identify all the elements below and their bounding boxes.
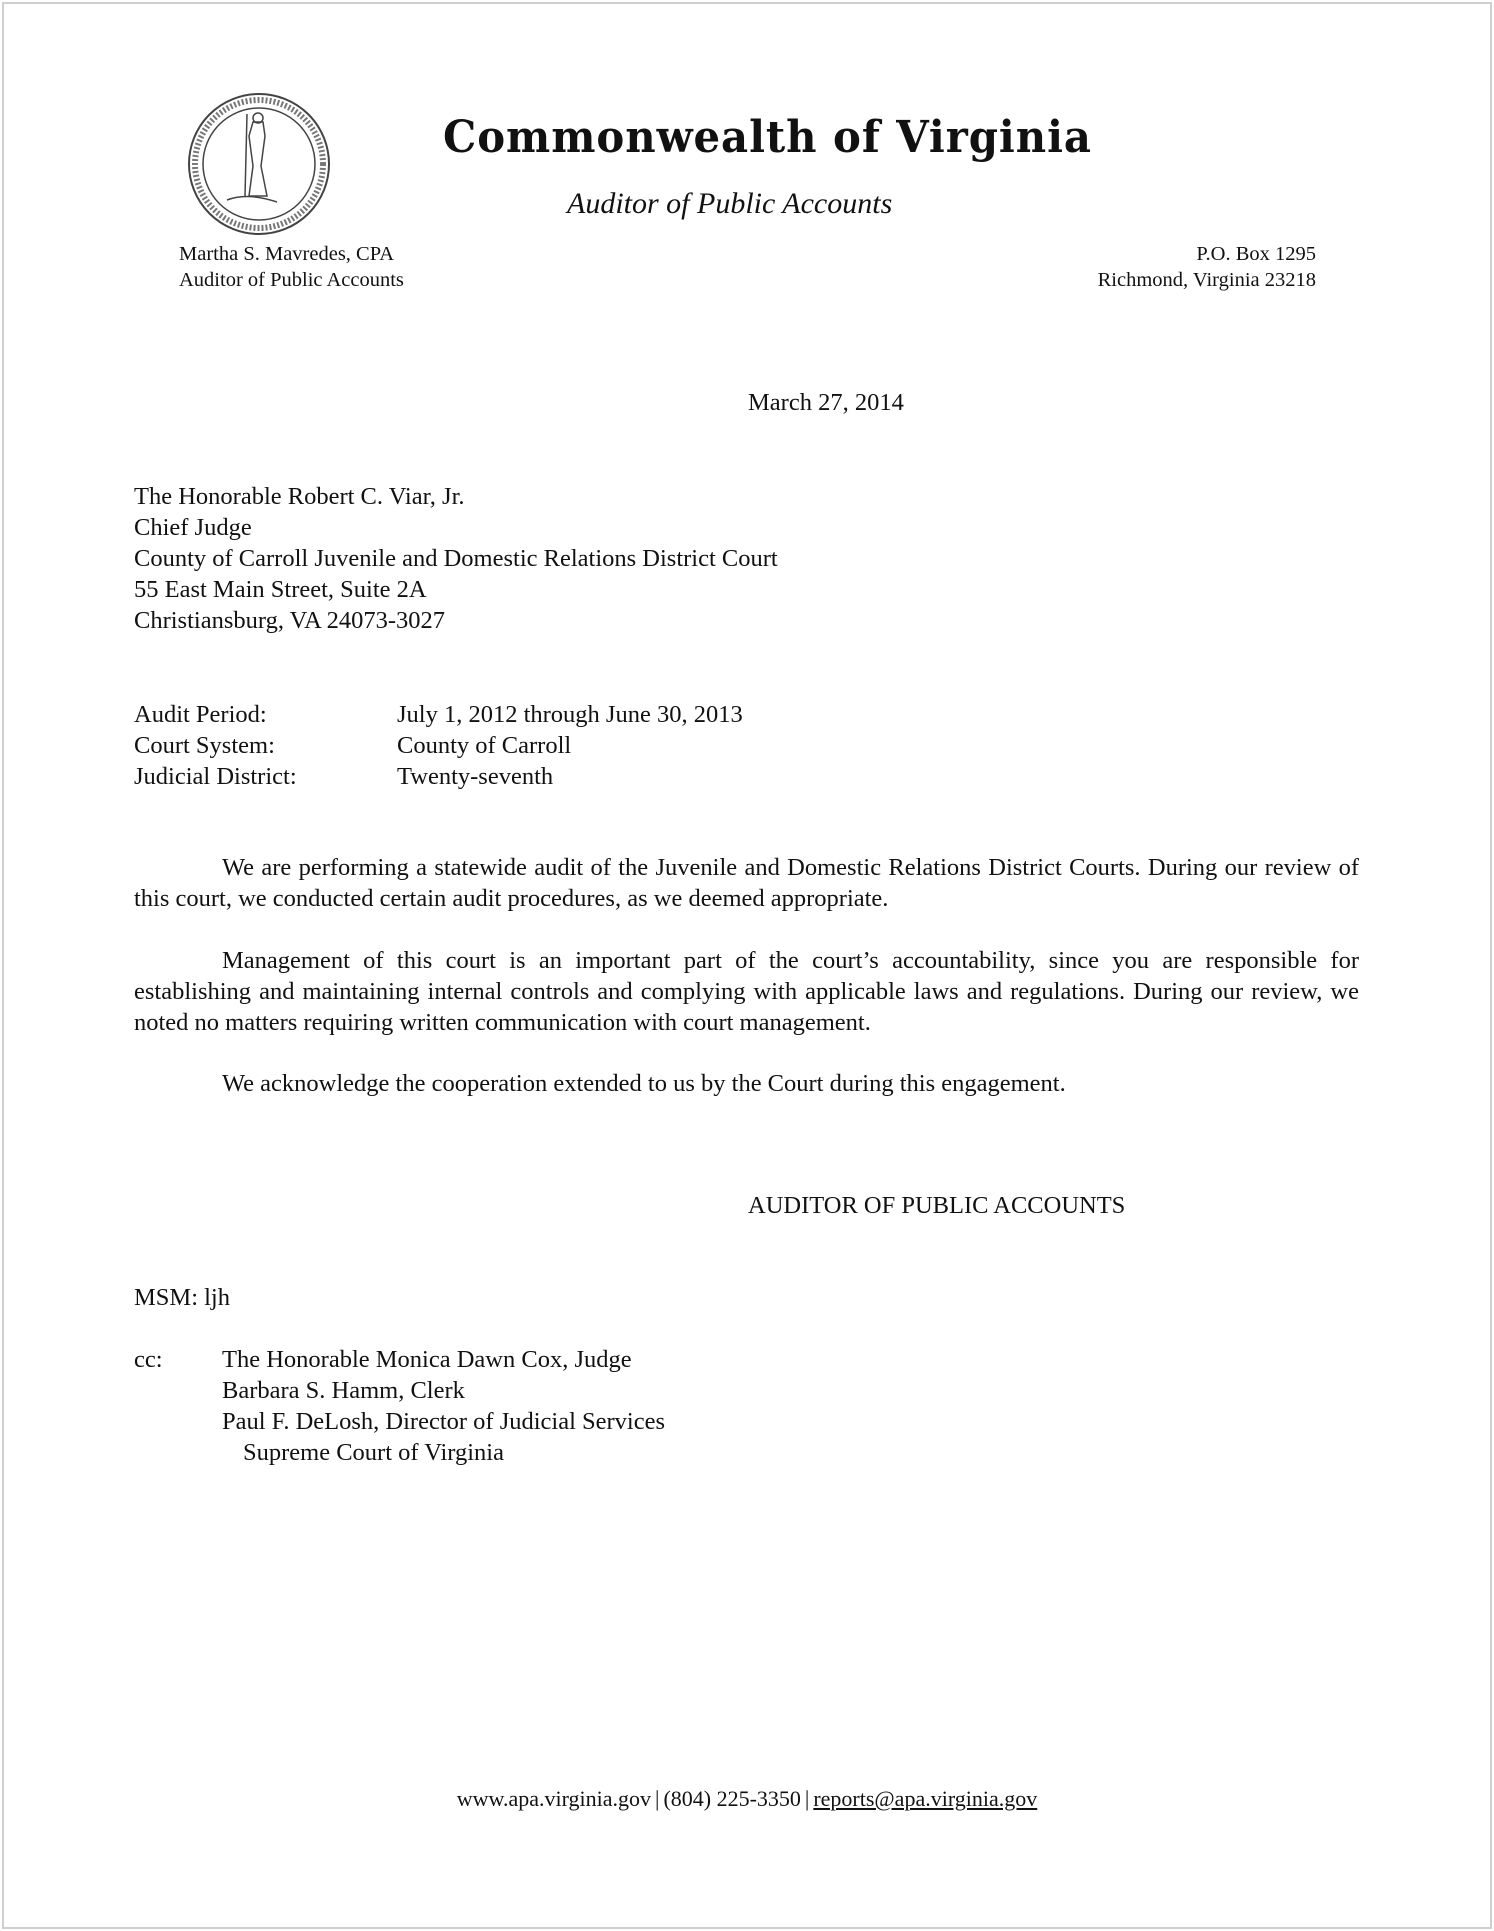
office-address	[1098, 241, 1316, 293]
addressee-line: The Honorable Robert C. Viar, Jr.	[134, 483, 465, 510]
paragraph-text: Management of this court is an important part of the court’s accountability, since you are responsible for establishing and maintaining internal controls and complying with applicable laws and regulations. During our review, we noted no matters requiring written communication with court management.	[134, 947, 1359, 1036]
footer	[0, 1786, 1494, 1812]
paragraph-text: We acknowledge the cooperation extended to us by the Court during this engagement.	[222, 1070, 1066, 1097]
cc-list	[222, 1344, 665, 1468]
addressee-line: County of Carroll Juvenile and Domestic Relations District Court	[134, 545, 778, 572]
cc-line: Supreme Court of Virginia	[243, 1439, 504, 1466]
letterhead-title: Commonwealth of Virginia	[443, 112, 1092, 163]
addressee-line: 55 East Main Street, Suite 2A	[134, 576, 427, 603]
addressee-line: Christiansburg, VA 24073-3027	[134, 607, 446, 634]
po-box: P.O. Box 1295	[1196, 243, 1316, 265]
footer-separator: |	[655, 1786, 660, 1811]
body-paragraph	[134, 852, 1359, 914]
cc-line: Paul F. DeLosh, Director of Judicial Services	[222, 1408, 666, 1435]
audit-value: July 1, 2012 through June 30, 2013	[397, 701, 743, 728]
audit-label: Court System:	[134, 732, 275, 759]
audit-label: Audit Period:	[134, 701, 267, 728]
city-state: Richmond, Virginia 23218	[1097, 269, 1316, 291]
website-link[interactable]: www.apa.virginia.gov	[456, 1786, 652, 1811]
sender-block	[179, 241, 404, 293]
cc-line: Barbara S. Hamm, Clerk	[222, 1377, 465, 1404]
audit-info	[134, 699, 743, 792]
footer-separator: |	[804, 1786, 810, 1811]
body-paragraph	[134, 945, 1359, 1038]
audit-value: Twenty-seventh	[397, 763, 554, 790]
addressee-block	[134, 481, 778, 636]
paragraph-text: We are performing a statewide audit of the Juvenile and Domestic Relations District Courts. During our review of this court, we conducted certain audit procedures, as we deemed appropriate.	[134, 854, 1359, 912]
initials: MSM: ljh	[134, 1284, 230, 1311]
cc-line: The Honorable Monica Dawn Cox, Judge	[222, 1346, 632, 1373]
sender-name: Martha S. Mavredes, CPA	[179, 243, 395, 265]
virginia-seal-icon	[187, 92, 331, 236]
addressee-line: Chief Judge	[134, 514, 252, 541]
email-link[interactable]: reports@apa.virginia.gov	[813, 1786, 1038, 1811]
audit-label: Judicial District:	[134, 763, 297, 790]
phone-number: (804) 225-3350	[663, 1786, 801, 1811]
signature: AUDITOR OF PUBLIC ACCOUNTS	[748, 1192, 1126, 1219]
sender-title: Auditor of Public Accounts	[179, 269, 404, 291]
body-paragraph	[134, 1068, 1359, 1099]
letter-date: March 27, 2014	[748, 389, 904, 416]
cc-label: cc:	[134, 1346, 163, 1373]
letterhead-subtitle: Auditor of Public Accounts	[567, 187, 893, 220]
audit-value: County of Carroll	[397, 732, 572, 759]
